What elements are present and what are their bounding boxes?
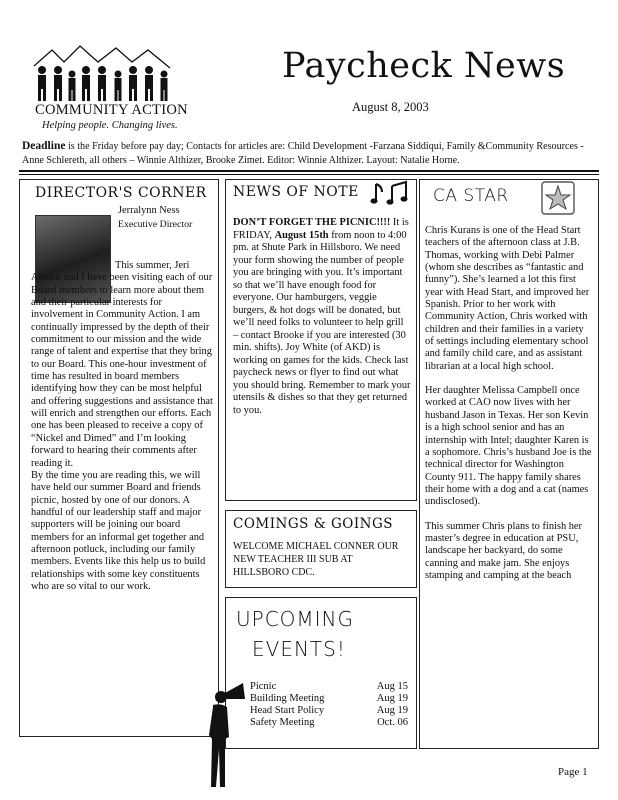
ca-star-title: CA STAR xyxy=(433,186,509,206)
event-name: Building Meeting xyxy=(250,693,325,704)
event-row xyxy=(250,681,408,693)
event-row xyxy=(250,693,408,705)
deadline-notice xyxy=(22,139,597,168)
picnic-lead: It is FRIDAY, xyxy=(233,217,409,241)
event-name: Safety Meeting xyxy=(250,717,315,728)
issue-date: August 8, 2003 xyxy=(352,100,429,114)
community-action-logo xyxy=(28,40,178,104)
picnic-headline: DON’T FORGET THE PICNIC!!!! xyxy=(233,217,391,228)
news-of-note-title: NEWS OF NOTE xyxy=(233,184,359,200)
upcoming-events-title-2: EVENTS! xyxy=(252,637,346,661)
header-rule-thin xyxy=(19,174,599,175)
event-date: Aug 19 xyxy=(376,693,408,704)
org-tagline: Helping people. Changing lives. xyxy=(42,120,178,131)
star-badge-icon xyxy=(540,180,576,216)
ca-star-para1: Chris Kurans is one of the Head Start teachers of the afternoon class at J.B. Thomas, working with Debi Palmer (whom she describes as “fantastic and funny”). She’s learned a lot this first year with Head Start, and improved her Spanish. Prior to her work with Community Action, Chris worked with children and their families in a variety of settings including elementary school and family child care, and as assistant librarian at a local high school. xyxy=(425,225,590,372)
comings-goings-text: WELCOME MICHAEL CONNER OUR NEW TEACHER III SUB AT HILLSBORO CDC. xyxy=(233,541,399,578)
event-date: Aug 15 xyxy=(376,681,408,692)
directors-corner-title: DIRECTOR'S CORNER xyxy=(35,185,207,201)
newsletter-title: Paycheck News xyxy=(282,46,566,86)
picnic-date: August 15th xyxy=(274,229,329,241)
director-name: Jerralynn Ness xyxy=(118,205,180,216)
picnic-body: from noon to 4:00 pm. at Shute Park in Hillsboro. We need your form showing the number of people you are bringing with you. It’s important so that we’ll have enough food for everyone. Our hamburgers, veggie burgers, & hot dogs will be donated, but we’ll need folks to volunteer to help grill – contact Brooke if you are interested (30 min. shifts). Joy White (of AKD) is working on games for the kids. Check last paycheck news or flyer to find out what you should bring. Remember to mark your utensils & dishes so that they get returned to you. xyxy=(233,229,411,416)
directors-corner-body xyxy=(31,260,214,593)
page-number: Page 1 xyxy=(558,766,588,778)
ca-star-para2: Her daughter Melissa Campbell once worked at CAO now lives with her husband Jason in Texas. Her son Kevin is a high school senior and has an internship with Intel; daughter Karen is a sophomore. Chris’s husband Joe is the technical director for Washington County 911. The happy family shares their home with a dog and a cat (names undisclosed). xyxy=(425,385,592,508)
events-table xyxy=(250,681,408,729)
deadline-text: is the Friday before pay day; Contacts for articles are: Child Development -Farzana Siddiqui, Family &Community Resources -Anne Schlereth, all others – Winnie Althizer, Brooke Zimet. Editor: Winnie Althizer. Layout: Natalie Horne. xyxy=(22,141,584,166)
news-of-note-body xyxy=(233,217,411,417)
event-name: Head Start Policy xyxy=(250,705,325,716)
event-row xyxy=(250,705,408,717)
ca-star-body xyxy=(425,225,593,582)
music-notes-icon xyxy=(370,180,412,206)
megaphone-person-icon xyxy=(203,677,249,797)
directors-corner-para1: This summer, Jeri Alcock and I have been visiting each of our Board members to learn more about them and their particular interests for involvement in Community Action. I am continually impressed by the depth of their commitment to our mission and the wide range of talent and expertise that they bring to our Board. This one-hour investment of time has resulted in board members identifying how they can be most helpful and offering suggestions and assistance that will enrich and strengthen our efforts. Each one has been pleased to receive a copy of “Nickel and Dimed” and I’m looking forward to hearing their comments after reading it. xyxy=(31,260,213,469)
event-name: Picnic xyxy=(250,681,277,692)
ca-star-para3: This summer Chris plans to finish her master’s degree in education at PSU, landscape her backyard, do some canning and make jam. She enjoys stamping and camping at the beach xyxy=(425,520,583,581)
event-date: Oct. 06 xyxy=(377,717,408,728)
upcoming-events-title-1: UPCOMING xyxy=(236,607,355,631)
directors-corner-para2: By the time you are reading this, we will have held our summer Board and friends picnic, hosted by one of our donors. A handful of our leadership staff and major supporters will be joining our board members for an informal get together and afternoon potluck, including our family members. Events like this help us to build relationships with some key constituents who are so vital to our work. xyxy=(31,469,206,592)
comings-goings-title: COMINGS & GOINGS xyxy=(233,516,394,532)
director-role: Executive Director xyxy=(118,219,193,230)
event-date: Aug 19 xyxy=(376,705,408,716)
event-row xyxy=(250,717,408,729)
org-name: COMMUNITY ACTION xyxy=(35,102,188,118)
deadline-label: Deadline xyxy=(22,140,66,152)
header-rule xyxy=(19,170,599,172)
